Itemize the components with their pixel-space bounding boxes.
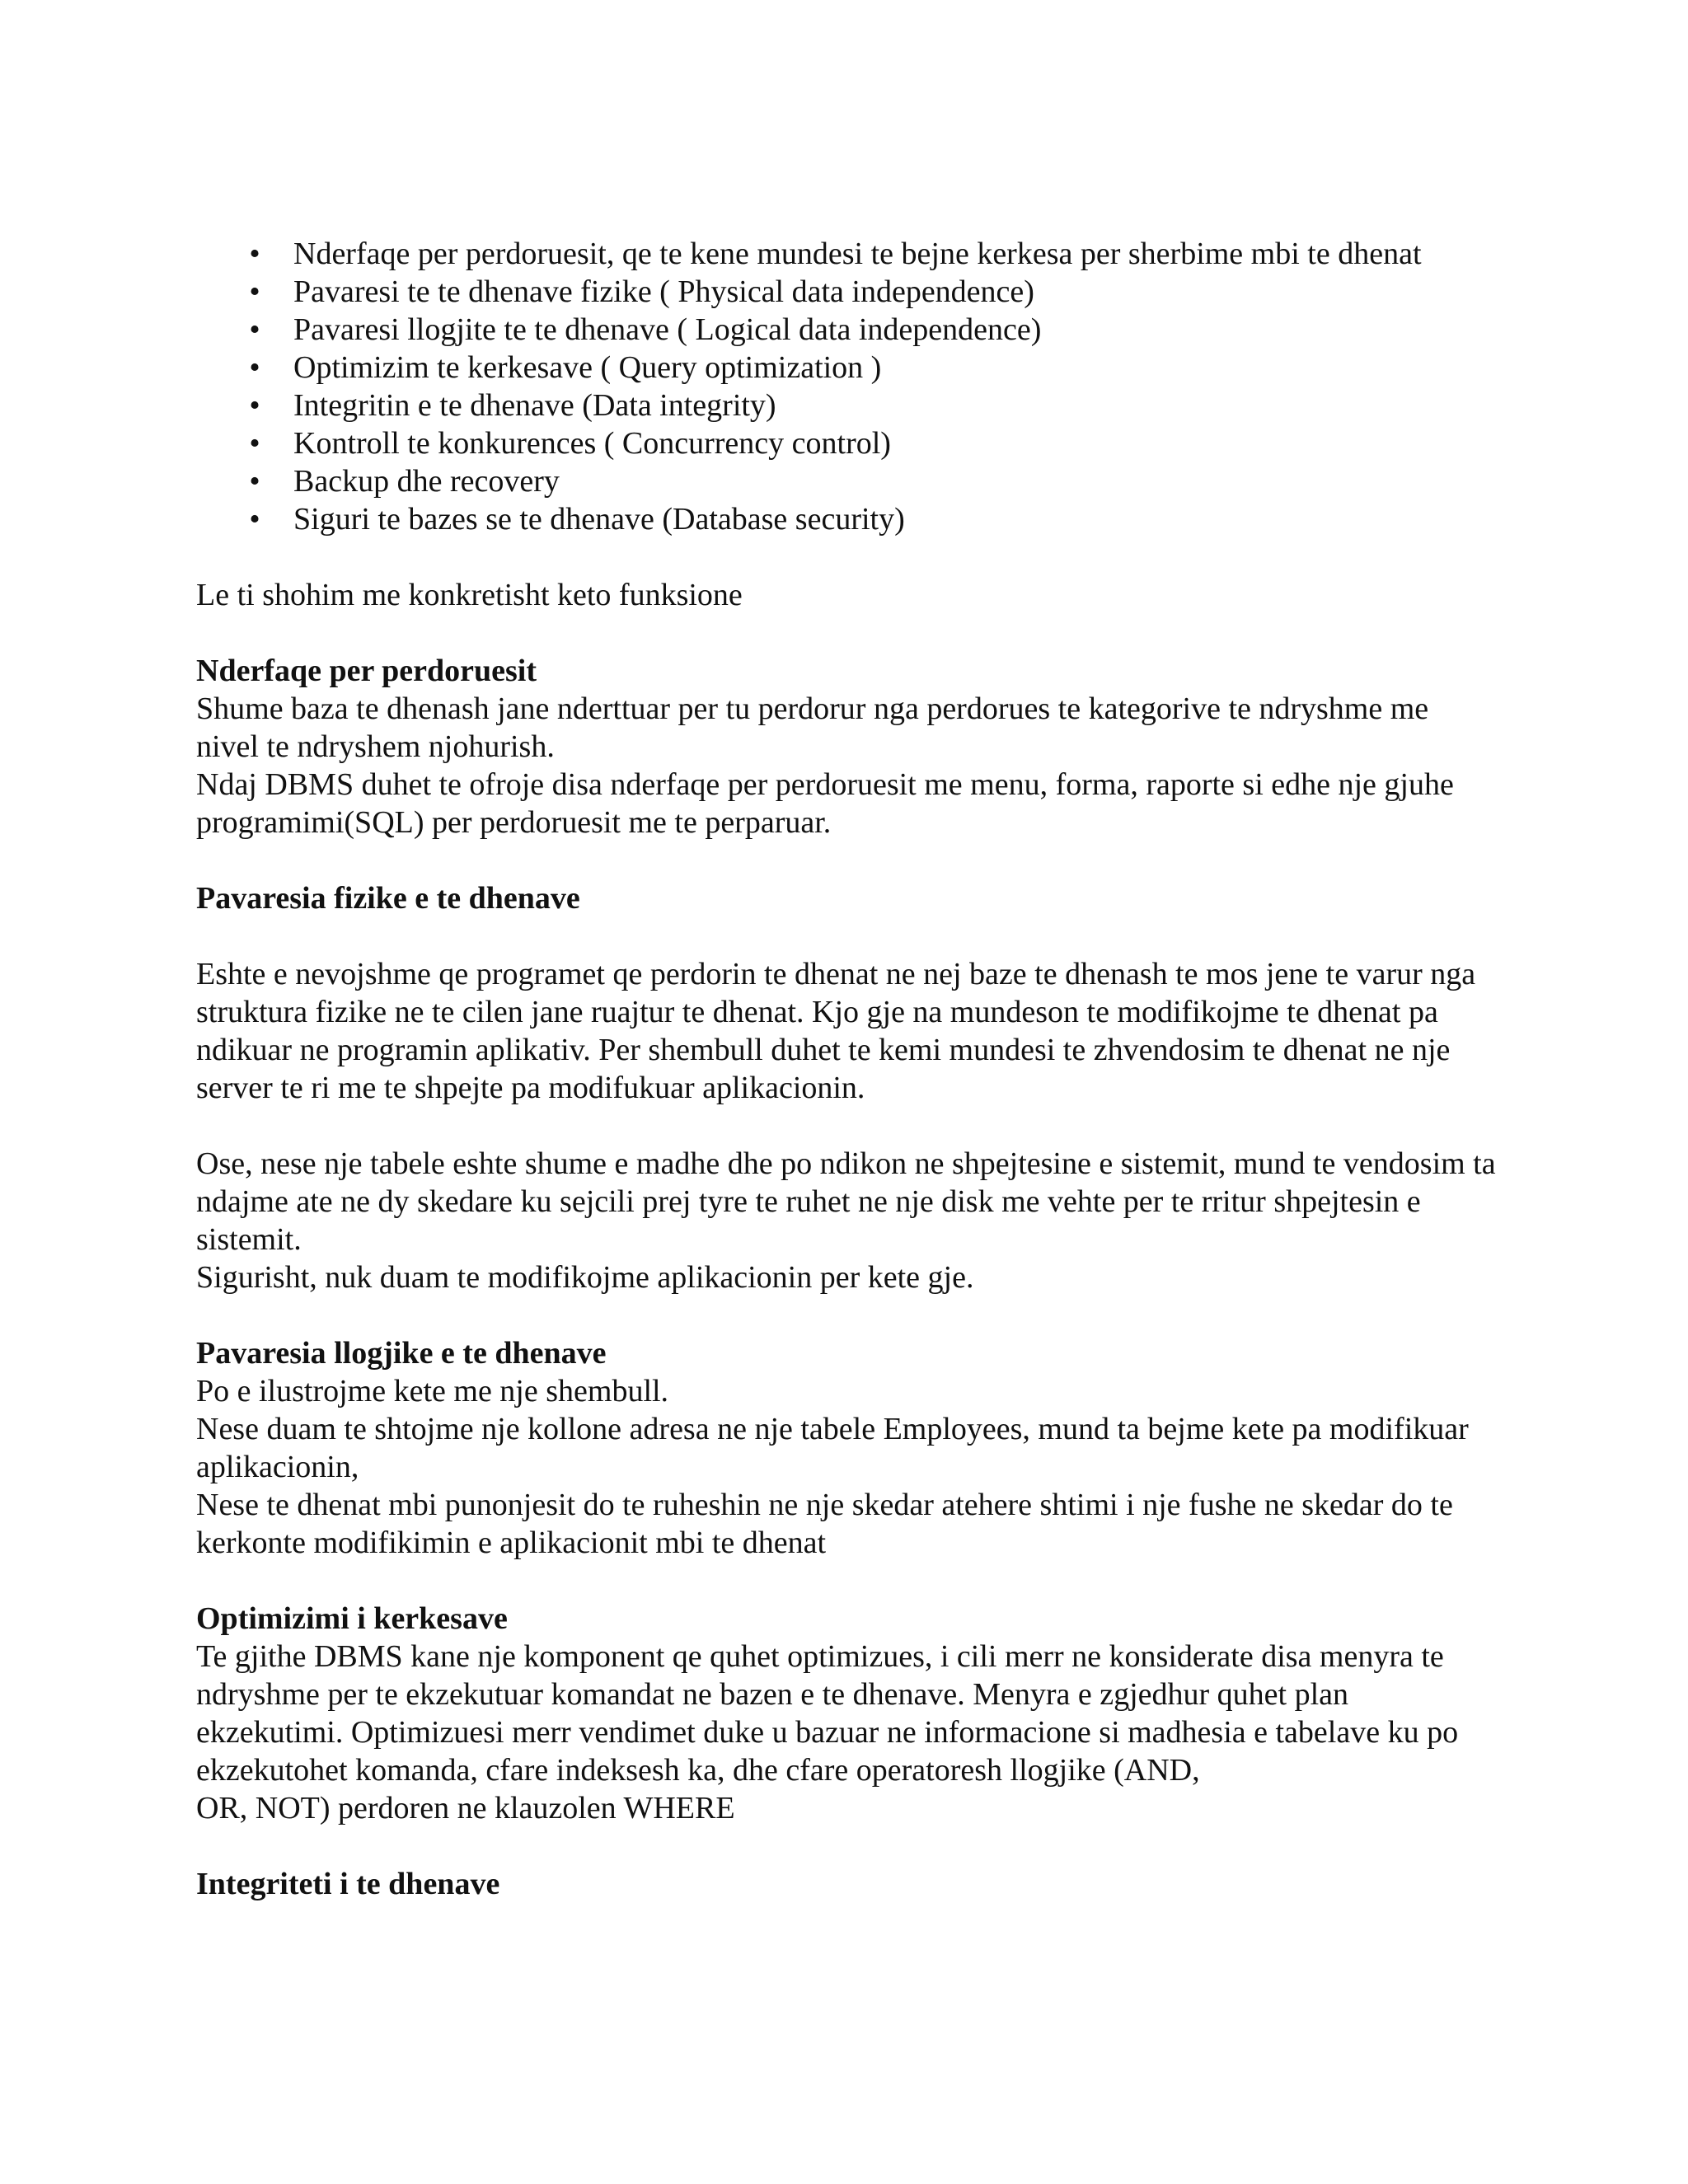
list-item-text: Optimizim te kerkesave ( Query optimization ) [293,350,882,385]
list-item [196,235,1498,273]
paragraph: Ndaj DBMS duhet te ofroje disa nderfaqe per perdoruesit me menu, forma, raporte si edhe nje gjuhe programimi(SQL) per perdoruesit me te perparuar. [196,767,1454,840]
bullet-icon: • [249,237,260,271]
section-heading-integrity: Integriteti i te dhenave [196,1867,500,1901]
bullet-icon: • [249,464,260,499]
bullet-icon: • [249,274,260,309]
paragraph: Shume baza te dhenash jane nderttuar per tu perdorur nga perdorues te kategorive te ndryshme me nivel te ndryshem njohurish. [196,691,1429,764]
section-heading-physical: Pavaresia fizike e te dhenave [196,881,580,916]
section-heading-logical: Pavaresia llogjike e te dhenave [196,1336,607,1371]
document-page [196,235,1498,1903]
list-item-text: Siguri te bazes se te dhenave (Database security) [293,502,905,537]
bullet-icon: • [249,426,260,461]
list-item [196,349,1498,387]
list-item-text: Pavaresi llogjite te te dhenave ( Logical data independence) [293,312,1042,347]
bullet-icon: • [249,388,260,423]
paragraph: Ose, nese nje tabele eshte shume e madhe dhe po ndikon ne shpejtesine e sistemit, mund te vendosim ta ndajme ate ne dy skedare ku sejcili prej tyre te ruhet ne nje disk me vehte per te rritur shpejtesin e sistemit. [196,1146,1496,1257]
list-item-text: Nderfaqe per perdoruesit, qe te kene mundesi te bejne kerkesa per sherbime mbi te dhenat [293,237,1422,271]
list-item-text: Backup dhe recovery [293,464,560,499]
list-item-text: Integritin e te dhenave (Data integrity) [293,388,776,423]
section-heading-optimization: Optimizimi i kerkesave [196,1601,508,1636]
paragraph: Sigurisht, nuk duam te modifikojme aplikacionin per kete gje. [196,1260,974,1295]
paragraph: Nese te dhenat mbi punonjesit do te ruheshin ne nje skedar atehere shtimi i nje fushe ne skedar do te kerkonte modifikimin e aplikacionit mbi te dhenat [196,1488,1453,1560]
bullet-icon: • [249,350,260,385]
list-item [196,462,1498,500]
function-list [196,235,1498,538]
paragraph: Po e ilustrojme kete me nje shembull. [196,1374,669,1408]
list-item [196,387,1498,424]
bullet-icon: • [249,312,260,347]
list-item [196,500,1498,538]
list-item [196,311,1498,349]
paragraph: OR, NOT) perdoren ne klauzolen WHERE [196,1791,735,1825]
intro-paragraph: Le ti shohim me konkretisht keto funksione [196,578,743,612]
list-item [196,424,1498,462]
list-item-text: Kontroll te konkurences ( Concurrency control) [293,426,891,461]
paragraph: Te gjithe DBMS kane nje komponent qe quhet optimizues, i cili merr ne konsiderate disa menyra te ndryshme per te ekzekutuar komandat ne bazen e te dhenave. Menyra e zgjedhur quhet plan ekzekutimi. Optimizuesi merr vendimet duke u bazuar ne informacione si madhesia e tabelave ku po ekzekutohet komanda, cfare indeksesh ka, dhe cfare operatoresh llogjike (AND, [196,1639,1459,1788]
list-item-text: Pavaresi te te dhenave fizike ( Physical data independence) [293,274,1034,309]
section-heading-interface: Nderfaqe per perdoruesit [196,654,537,688]
bullet-icon: • [249,502,260,537]
paragraph: Nese duam te shtojme nje kollone adresa ne nje tabele Employees, mund ta bejme kete pa modifikuar aplikacionin, [196,1412,1469,1484]
list-item [196,273,1498,311]
paragraph: Eshte e nevojshme qe programet qe perdorin te dhenat ne nej baze te dhenash te mos jene te varur nga struktura fizike ne te cilen jane ruajtur te dhenat. Kjo gje na mundeson te modifikojme te dhenat pa ndikuar ne programin aplikativ. Per shembull duhet te kemi mundesi te zhvendosim te dhenat ne nje server te ri me te shpejte pa modifukuar aplikacionin. [196,957,1476,1105]
